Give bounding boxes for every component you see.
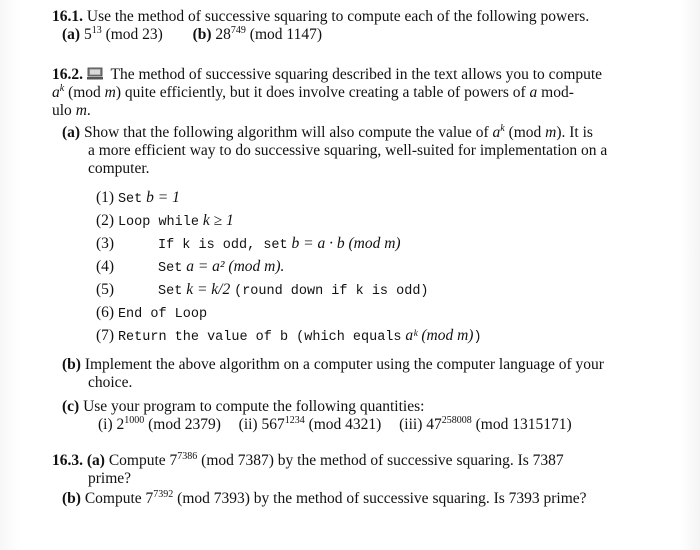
- problem-16-3-part-a-line2: prime?: [88, 470, 132, 487]
- problem-text: Use the method of successive squaring to compute each of the following powers.: [86, 8, 590, 25]
- part-b-line1: (b) Implement the above algorithm on a computer using the computer language of your: [62, 356, 604, 373]
- problem-number: 16.3.: [52, 452, 83, 469]
- algorithm-step-7: (7) Return the value of b (which equals aᵏ (mod m)): [96, 327, 482, 345]
- part-b-line2: choice.: [88, 374, 133, 391]
- algorithm-step-5: (5) Set k = k/2 (round down if k is odd): [96, 281, 429, 299]
- algorithm-step-3: (3) If k is odd, set b = a · b (mod m): [96, 235, 401, 253]
- part-c-line1: (c) Use your program to compute the following quantities:: [62, 398, 425, 415]
- problem-16-1-parts: (a) $5^{13}$ (mod 23) (b) $28^{749}$ (mod 1147): [62, 25, 322, 43]
- computer-icon: [87, 67, 103, 80]
- part-c-quantities: (i) $2^{1000}$ (mod 2379) (ii) $567^{1234}$ (mod 4321) (iii) $47^{258008}$ (mod 1315171): [98, 415, 572, 433]
- part-a-line2: a more efficient way to do successive squaring, well-suited for implementation on a: [88, 142, 608, 159]
- algorithm-step-2: (2) Loop while k ≥ 1: [96, 212, 234, 230]
- problem-16-3-part-b: (b) Compute $7^{7392}$ (mod 7393) by the method of successive squaring. Is 7393 prime?: [62, 489, 587, 507]
- problem-16-2-line2: $a^k$ (mod m) quite efficiently, but it does involve creating a table of powers of a mod-: [52, 83, 574, 101]
- algorithm-step-1: (1) Set b = 1: [96, 189, 180, 207]
- problem-16-3-part-a: 16.3. (a) Compute $7^{7386}$ (mod 7387) by the method of successive squaring. Is 7387: [52, 451, 564, 469]
- problem-number: 16.2.: [52, 66, 83, 83]
- problem-16-1-statement: [52, 8, 589, 26]
- part-a-line3: computer.: [88, 160, 150, 177]
- problem-16-2-line1: 16.2. The method of successive squaring described in the text allows you to compute: [52, 66, 603, 83]
- problem-number: 16.1.: [52, 8, 83, 25]
- algorithm-step-6: (6) End of Loop: [96, 304, 208, 322]
- algorithm-step-4: (4) Set a = a² (mod m).: [96, 258, 285, 276]
- problem-16-2-line3: ulo m.: [52, 102, 91, 119]
- part-a-line1: (a) Show that the following algorithm will also compute the value of $a^k$ (mod m). It is: [62, 123, 593, 141]
